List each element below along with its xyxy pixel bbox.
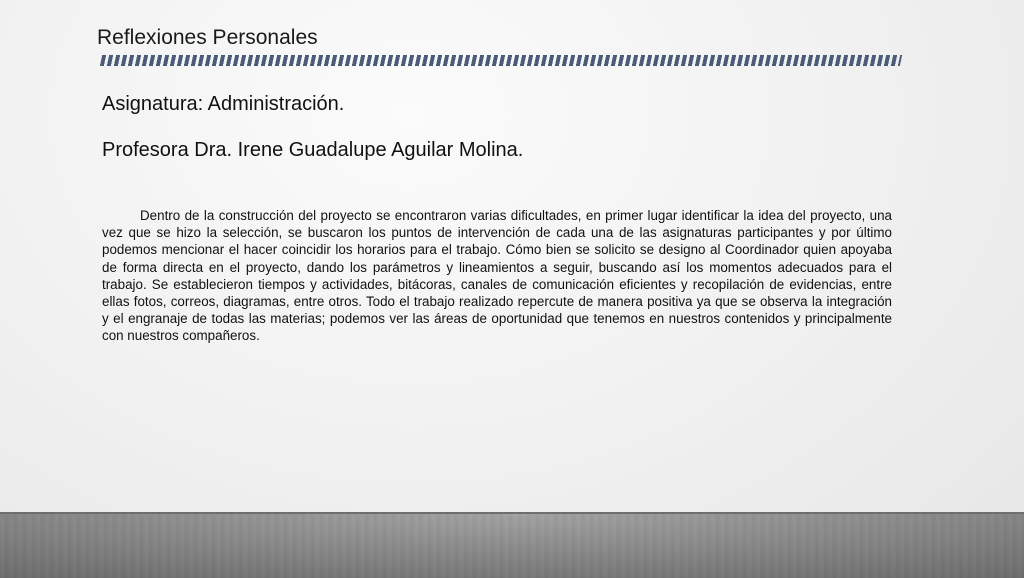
slide-title: Reflexiones Personales xyxy=(97,26,318,49)
reflection-paragraph: Dentro de la construcción del proyecto se encontraron varias dificultades, en primer lugar identificar la idea del proyecto, una vez que se hizo la selección, se buscaron los puntos de intervención de cada una de las asignaturas participantes y por último podemos mencionar el hacer coincidir los horarios para el trabajo. Cómo bien se solicito se designo al Coordinador quien apoyaba de forma directa en el proyecto, dando los parámetros y lineamientos a seguir, buscando así los momentos adecuados para el trabajo. Se establecieron tiempos y actividades, bitácoras, canales de comunicación eficientes y recopilación de evidencias, entre ellas fotos, correos, diagramas, entre otros. Todo el trabajo realizado repercute de manera positiva ya que se observa la integración y el engranaje de todas las materias; podemos ver las áreas de oportunidad que tenemos en nuestros contenidos y principalmente con nuestros compañeros. xyxy=(102,208,892,344)
decorative-striped-bar xyxy=(100,55,902,66)
subject-heading: Asignatura: Administración. xyxy=(102,93,345,115)
floor-background xyxy=(0,512,1024,578)
teacher-heading: Profesora Dra. Irene Guadalupe Aguilar Molina. xyxy=(102,139,524,161)
